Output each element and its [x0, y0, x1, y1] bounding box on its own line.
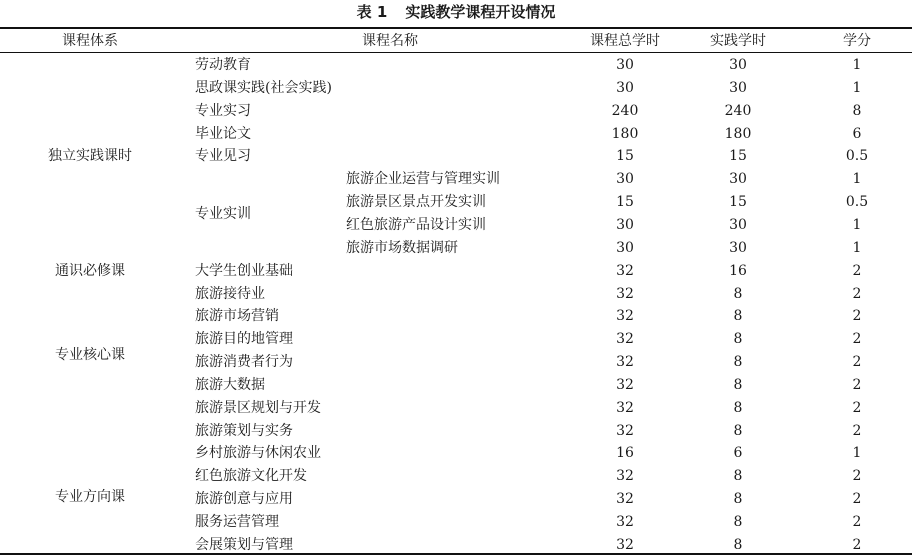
credits-cell: 6	[852, 126, 862, 142]
practice-hours-cell: 8	[733, 468, 743, 484]
practice-hours-cell: 8	[733, 537, 743, 553]
table-title: 实践教学课程开设情况	[405, 3, 556, 21]
course-system-group: 专业核心课	[55, 347, 125, 363]
practice-hours-cell: 30	[729, 171, 747, 187]
total-hours-cell: 30	[616, 217, 634, 233]
table-number: 表 1	[356, 3, 388, 21]
total-hours-cell: 32	[616, 514, 634, 530]
total-hours-cell: 32	[616, 400, 634, 416]
practice-hours-cell: 8	[733, 423, 743, 439]
course-name: 专业实习	[195, 103, 251, 119]
credits-cell: 1	[852, 445, 862, 461]
credits-cell: 8	[852, 103, 862, 119]
total-hours-cell: 30	[616, 57, 634, 73]
practice-hours-cell: 30	[729, 240, 747, 256]
course-name: 会展策划与管理	[195, 537, 293, 553]
course-name: 旅游策划与实务	[195, 423, 293, 439]
credits-cell: 2	[852, 354, 862, 370]
practice-hours-cell: 30	[729, 57, 747, 73]
header-practice-hours: 实践学时	[710, 33, 766, 49]
total-hours-cell: 30	[616, 240, 634, 256]
course-name: 专业见习	[195, 148, 251, 164]
total-hours-cell: 32	[616, 537, 634, 553]
course-name: 旅游大数据	[195, 377, 265, 393]
course-system-group: 独立实践课时	[48, 148, 132, 164]
course-name: 旅游市场营销	[195, 308, 279, 324]
course-name: 服务运营管理	[195, 514, 279, 530]
credits-cell: 1	[852, 240, 862, 256]
sub-course-name: 旅游市场数据调研	[346, 240, 458, 256]
course-name: 红色旅游文化开发	[195, 468, 307, 484]
total-hours-cell: 32	[616, 468, 634, 484]
course-name: 旅游接待业	[195, 286, 265, 302]
credits-cell: 2	[852, 423, 862, 439]
table-caption	[0, 0, 912, 28]
top-rule	[0, 27, 912, 29]
course-name: 旅游目的地管理	[195, 331, 293, 347]
credits-cell: 2	[852, 491, 862, 507]
header-total-hours: 课程总学时	[590, 33, 660, 49]
course-name: 思政课实践(社会实践)	[195, 80, 332, 96]
credits-cell: 2	[852, 308, 862, 324]
course-name: 旅游景区规划与开发	[195, 400, 321, 416]
course-name: 旅游创意与应用	[195, 491, 293, 507]
sub-course-name: 红色旅游产品设计实训	[346, 217, 486, 233]
total-hours-cell: 180	[611, 126, 639, 142]
practice-hours-cell: 240	[724, 103, 752, 119]
credits-cell: 1	[852, 80, 862, 96]
course-system-group: 通识必修课	[55, 263, 125, 279]
credits-cell: 1	[852, 171, 862, 187]
sub-course-name: 旅游景区景点开发实训	[346, 194, 486, 210]
header-course-name: 课程名称	[362, 33, 418, 49]
practice-hours-cell: 15	[729, 194, 747, 210]
course-name: 旅游消费者行为	[195, 354, 293, 370]
practice-hours-cell: 6	[733, 445, 743, 461]
credits-cell: 2	[852, 263, 862, 279]
practice-hours-cell: 8	[733, 308, 743, 324]
total-hours-cell: 32	[616, 491, 634, 507]
practice-hours-cell: 8	[733, 514, 743, 530]
course-system-group: 专业方向课	[55, 489, 125, 505]
practice-hours-cell: 30	[729, 80, 747, 96]
total-hours-cell: 240	[611, 103, 639, 119]
total-hours-cell: 15	[616, 148, 634, 164]
practice-hours-cell: 8	[733, 286, 743, 302]
credits-cell: 2	[852, 331, 862, 347]
total-hours-cell: 16	[616, 445, 634, 461]
practice-hours-cell: 8	[733, 377, 743, 393]
credits-cell: 1	[852, 217, 862, 233]
practice-hours-cell: 180	[724, 126, 752, 142]
practice-hours-cell: 8	[733, 491, 743, 507]
total-hours-cell: 32	[616, 263, 634, 279]
credits-cell: 2	[852, 514, 862, 530]
practice-hours-cell: 15	[729, 148, 747, 164]
total-hours-cell: 32	[616, 354, 634, 370]
sub-course-name: 旅游企业运营与管理实训	[346, 171, 500, 187]
credits-cell: 0.5	[845, 148, 869, 164]
course-name: 劳动教育	[195, 57, 251, 73]
total-hours-cell: 32	[616, 377, 634, 393]
course-name: 乡村旅游与休闲农业	[195, 445, 321, 461]
credits-cell: 2	[852, 537, 862, 553]
header-rule	[0, 52, 912, 53]
total-hours-cell: 32	[616, 308, 634, 324]
credits-cell: 2	[852, 468, 862, 484]
credits-cell: 1	[852, 57, 862, 73]
practice-hours-cell: 8	[733, 331, 743, 347]
header-course-system: 课程体系	[62, 33, 118, 49]
total-hours-cell: 30	[616, 171, 634, 187]
course-name: 毕业论文	[195, 126, 251, 142]
total-hours-cell: 32	[616, 331, 634, 347]
credits-cell: 2	[852, 400, 862, 416]
credits-cell: 2	[852, 286, 862, 302]
bottom-rule	[0, 553, 912, 555]
total-hours-cell: 30	[616, 80, 634, 96]
course-name: 大学生创业基础	[195, 263, 293, 279]
total-hours-cell: 15	[616, 194, 634, 210]
practice-hours-cell: 30	[729, 217, 747, 233]
total-hours-cell: 32	[616, 423, 634, 439]
header-credits: 学分	[843, 33, 871, 49]
total-hours-cell: 32	[616, 286, 634, 302]
practice-hours-cell: 16	[729, 263, 747, 279]
practice-hours-cell: 8	[733, 400, 743, 416]
training-group-label: 专业实训	[195, 206, 251, 222]
credits-cell: 2	[852, 377, 862, 393]
credits-cell: 0.5	[845, 194, 869, 210]
practice-hours-cell: 8	[733, 354, 743, 370]
